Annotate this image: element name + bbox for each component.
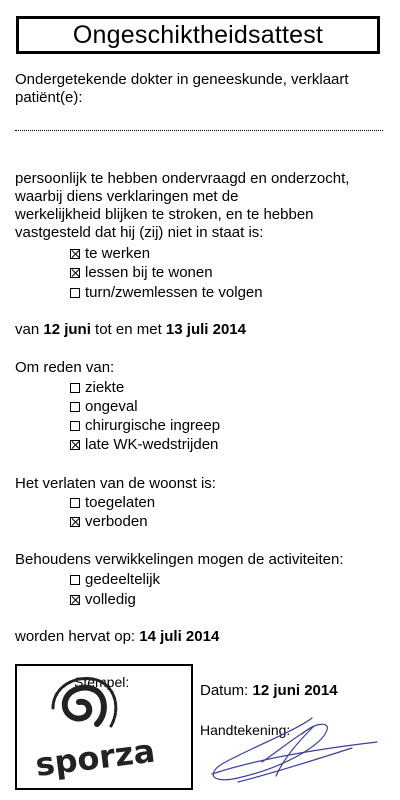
option-label: volledig xyxy=(85,591,136,608)
intro-text: Ondergetekende dokter in geneeskunde, verklaart patiënt(e): xyxy=(15,71,349,106)
body-line: werkelijkheid blijken te stroken, en te hebben xyxy=(15,206,314,223)
checkbox-icon[interactable] xyxy=(70,288,80,298)
period-middle: tot en met xyxy=(95,321,162,338)
option-label: verboden xyxy=(85,513,148,530)
checkbox-icon[interactable] xyxy=(70,498,80,508)
checkbox-icon[interactable] xyxy=(70,575,80,585)
option-chirurgische-ingreep[interactable] xyxy=(70,417,220,435)
date-label: Datum: xyxy=(200,682,249,699)
checkbox-icon[interactable] xyxy=(70,517,80,527)
resume-line xyxy=(15,628,219,646)
resume-date: 14 juli 2014 xyxy=(139,628,220,645)
sporza-logo-text: sporza xyxy=(33,731,158,784)
document-title: Ongeschiktheidsattest xyxy=(16,16,380,54)
resume-prefix: worden hervat op: xyxy=(15,628,136,645)
period-line xyxy=(15,321,246,339)
option-label: ziekte xyxy=(85,379,125,396)
checkbox-icon[interactable] xyxy=(70,595,80,605)
option-label: ongeval xyxy=(85,398,138,415)
patient-name-line xyxy=(15,130,383,131)
option-gedeeltelijk[interactable] xyxy=(70,571,160,589)
option-verboden[interactable] xyxy=(70,513,148,531)
body-line: waarbij diens verklaringen met de xyxy=(15,188,239,205)
body-line: persoonlijk te hebben ondervraagd en onderzocht, xyxy=(15,170,350,187)
activities-heading: Behoudens verwikkelingen mogen de activiteiten: xyxy=(15,551,344,568)
checkbox-icon[interactable] xyxy=(70,421,80,431)
checkbox-icon[interactable] xyxy=(70,268,80,278)
option-volledig[interactable] xyxy=(70,591,136,609)
option-ongeval[interactable] xyxy=(70,398,138,416)
period-start: 12 juni xyxy=(43,321,91,338)
option-label: gedeeltelijk xyxy=(85,571,161,588)
checkbox-icon[interactable] xyxy=(70,249,80,259)
option-label: te werken xyxy=(85,245,151,262)
option-toegelaten[interactable] xyxy=(70,494,155,512)
stamp-label: Stempel: xyxy=(74,674,130,690)
option-label: lessen bij te wonen xyxy=(85,264,213,281)
period-prefix: van xyxy=(15,321,40,338)
signature-label: Handtekening: xyxy=(200,722,291,738)
date-value: 12 juni 2014 xyxy=(252,682,338,699)
option-late-wk-wedstrijden[interactable] xyxy=(70,436,218,454)
leave-heading: Het verlaten van de woonst is: xyxy=(15,475,216,492)
option-te-werken[interactable] xyxy=(70,245,150,263)
checkbox-icon[interactable] xyxy=(70,383,80,393)
checkbox-icon[interactable] xyxy=(70,440,80,450)
option-turn-zwemlessen[interactable] xyxy=(70,284,263,302)
body-line: vastgesteld dat hij (zij) niet in staat is: xyxy=(15,224,264,241)
option-label: toegelaten xyxy=(85,494,156,511)
option-ziekte[interactable] xyxy=(70,379,124,397)
period-end: 13 juli 2014 xyxy=(165,321,246,338)
stamp-box xyxy=(15,664,193,790)
option-label: late WK-wedstrijden xyxy=(85,436,219,453)
signature-scribble xyxy=(202,712,397,792)
reason-heading: Om reden van: xyxy=(15,359,115,376)
checkbox-icon[interactable] xyxy=(70,402,80,412)
sporza-logo xyxy=(17,666,191,788)
option-label: turn/zwemlessen te volgen xyxy=(85,284,263,301)
option-lessen[interactable] xyxy=(70,264,213,282)
date-line xyxy=(200,682,338,699)
option-label: chirurgische ingreep xyxy=(85,417,221,434)
